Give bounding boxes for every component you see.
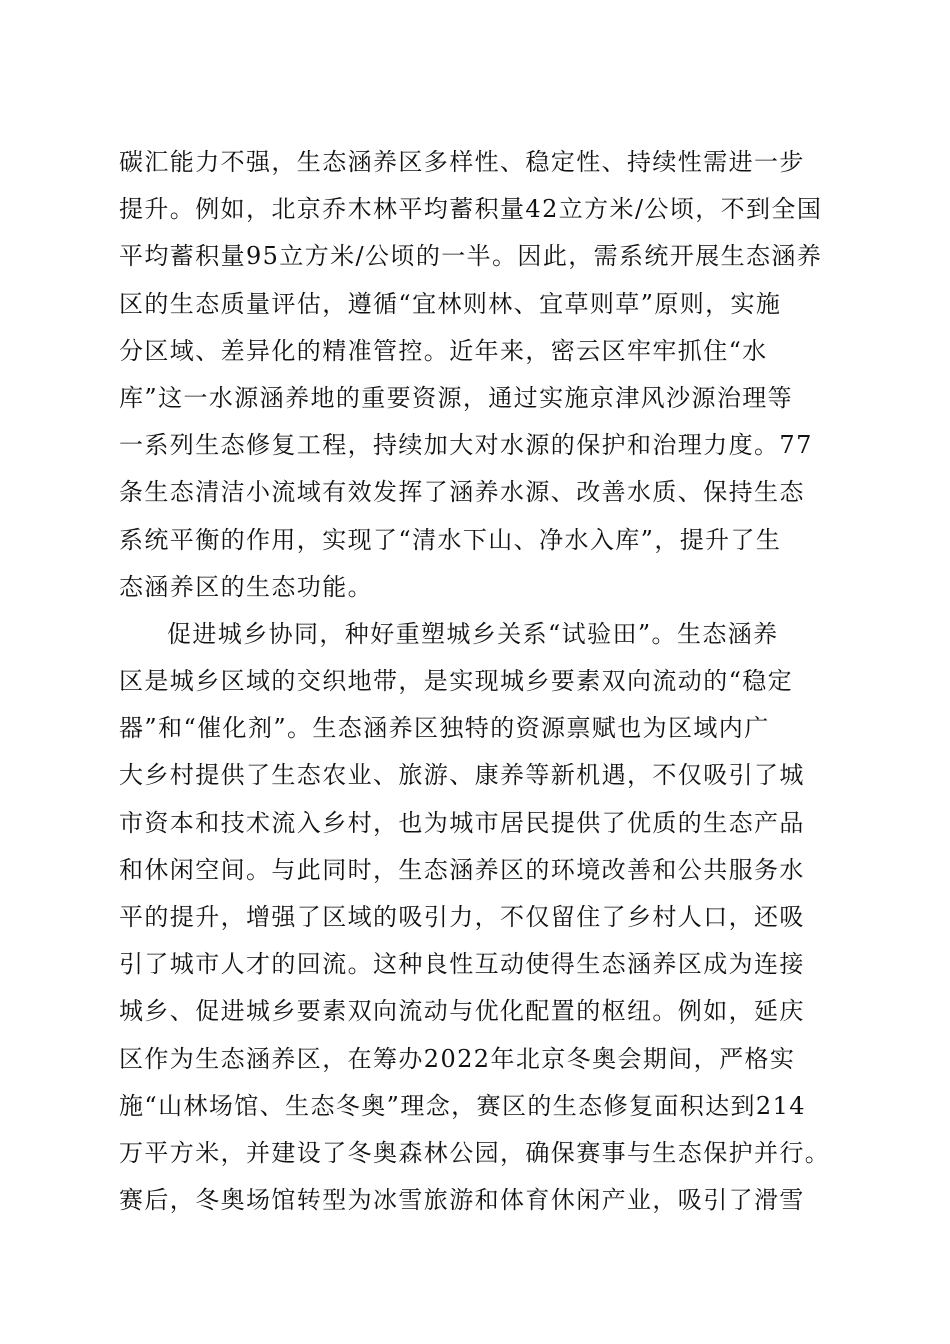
text-line: 赛后，冬奥场馆转型为冰雪旅游和体育休闲产业，吸引了滑雪: [119, 1186, 805, 1215]
text-line: 系统平衡的作用，实现了“清水下山、净水入库”，提升了生: [119, 525, 782, 554]
text-line: 提升。例如，北京乔木林平均蓄积量42立方米/公顷，不到全国: [119, 195, 823, 224]
text-line: 引了城市人才的回流。这种良性互动使得生态涵养区成为连接: [119, 950, 805, 979]
text-line: 库”这一水源涵养地的重要资源，通过实施京津风沙源治理等: [119, 383, 794, 412]
paragraph-first-line: 促进城乡协同，种好重塑城乡关系“试验田”。生态涵养: [167, 619, 779, 648]
text-line: 态涵养区的生态功能。: [119, 572, 373, 601]
text-line: 平的提升，增强了区域的吸引力，不仅留住了乡村人口，还吸: [119, 903, 805, 931]
text-line: 区是城乡区域的交织地带，是实现城乡要素双向流动的“稳定: [119, 667, 794, 696]
text-line: 大乡村提供了生态农业、旅游、康养等新机遇，不仅吸引了城: [119, 761, 805, 790]
text-line: 平均蓄积量95立方米/公顷的一半。因此，需系统开展生态涵养: [119, 242, 823, 271]
text-line: 万平方米，并建设了冬奥森林公园，确保赛事与生态保护并行。: [119, 1138, 831, 1167]
text-line: 碳汇能力不强，生态涵养区多样性、稳定性、持续性需进一步: [119, 148, 805, 176]
text-line: 区作为生态涵养区，在筹办2022年北京冬奥会期间，严格实: [119, 1044, 796, 1073]
text-line: 分区域、差异化的精准管控。近年来，密云区牢牢抓住“水: [119, 336, 768, 365]
text-line: 市资本和技术流入乡村，也为城市居民提供了优质的生态产品: [119, 808, 805, 837]
text-line: 一系列生态修复工程，持续加大对水源的保护和治理力度。77: [119, 431, 813, 460]
text-line: 条生态清洁小流域有效发挥了涵养水源、改善水质、保持生态: [119, 478, 805, 507]
text-line: 城乡、促进城乡要素双向流动与优化配置的枢纽。例如，延庆: [119, 997, 805, 1026]
text-line: 施“山林场馆、生态冬奥”理念，赛区的生态修复面积达到214: [119, 1091, 806, 1120]
text-line: 区的生态质量评估，遵循“宜林则林、宜草则草”原则，实施: [119, 289, 782, 318]
text-line: 器”和“催化剂”。生态涵养区独特的资源禀赋也为区域内广: [119, 714, 770, 743]
body-text: [119, 139, 839, 1224]
text-line: 和休闲空间。与此同时，生态涵养区的环境改善和公共服务水: [119, 855, 805, 884]
